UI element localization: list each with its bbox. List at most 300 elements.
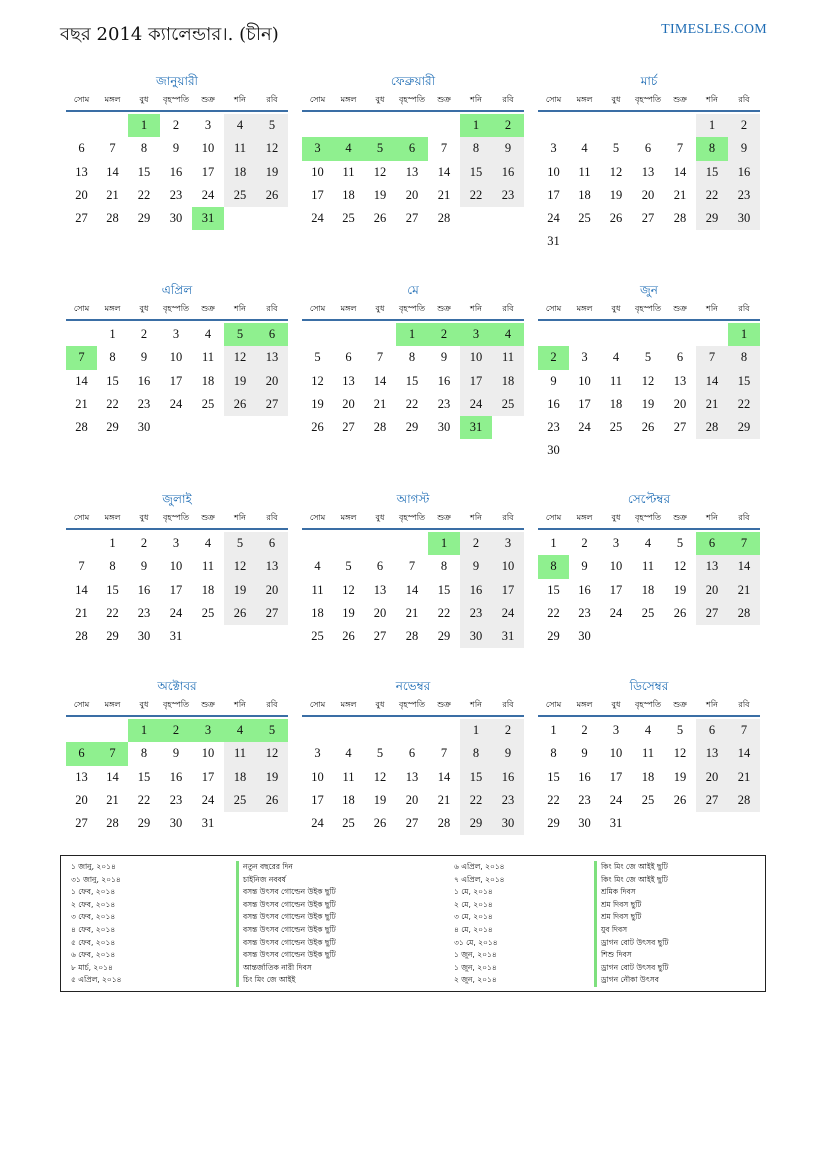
day-cell[interactable]: 11 [224,742,256,765]
day-cell[interactable]: 27 [373,629,387,644]
day-cell[interactable]: 1 [460,719,492,742]
day-cell[interactable]: 8 [408,350,416,365]
day-cell[interactable]: 24 [609,605,623,620]
day-cell[interactable]: 6 [644,141,652,156]
day-cell[interactable]: 15 [137,164,151,179]
day-cell[interactable]: 9 [172,141,180,156]
day-cell[interactable]: 27 [256,602,288,625]
day-cell[interactable]: 13 [342,373,355,388]
day-cell[interactable]: 14 [437,769,451,784]
day-cell[interactable]: 7 [440,141,448,156]
day-cell[interactable]: 31 [492,625,524,648]
day-cell[interactable]: 28 [106,816,119,831]
day-cell[interactable]: 22 [460,184,492,207]
day-cell[interactable]: 23 [728,184,760,207]
day-cell[interactable]: 12 [256,137,288,160]
day-cell[interactable]: 15 [696,161,728,184]
day-cell[interactable]: 16 [492,161,524,184]
day-cell[interactable]: 14 [437,164,451,179]
day-cell[interactable]: 7 [728,719,760,742]
day-cell[interactable]: 14 [728,555,760,578]
day-cell[interactable]: 29 [696,207,728,230]
day-cell[interactable]: 24 [311,211,324,226]
day-cell[interactable]: 31 [169,629,183,644]
day-cell[interactable]: 19 [224,579,256,602]
day-cell[interactable]: 26 [641,420,655,435]
day-cell[interactable]: 4 [492,323,524,346]
day-cell[interactable]: 28 [405,629,419,644]
day-cell[interactable]: 5 [612,141,620,156]
day-cell[interactable]: 18 [492,370,524,393]
day-cell[interactable]: 29 [137,816,151,831]
day-cell[interactable]: 27 [641,211,655,226]
day-cell[interactable]: 4 [224,114,256,137]
day-cell[interactable]: 6 [66,742,97,765]
day-cell[interactable]: 4 [581,141,588,156]
day-cell[interactable]: 19 [256,766,288,789]
day-cell[interactable]: 15 [137,769,151,784]
day-cell[interactable]: 2 [728,114,760,137]
day-cell[interactable]: 10 [201,746,215,761]
day-cell[interactable]: 6 [676,350,684,365]
day-cell[interactable]: 9 [581,746,588,761]
day-cell[interactable]: 24 [311,816,324,831]
day-cell[interactable]: 10 [609,559,623,574]
day-cell[interactable]: 11 [609,373,623,388]
day-cell[interactable]: 8 [696,137,728,160]
day-cell[interactable]: 6 [696,719,728,742]
day-cell[interactable]: 1 [428,532,460,555]
day-cell[interactable]: 10 [460,346,492,369]
day-cell[interactable]: 6 [345,350,352,365]
day-cell[interactable]: 21 [106,187,119,202]
day-cell[interactable]: 23 [137,396,151,411]
day-cell[interactable]: 24 [578,420,591,435]
day-cell[interactable]: 13 [696,555,728,578]
day-cell[interactable]: 23 [437,396,451,411]
day-cell[interactable]: 24 [201,792,215,807]
day-cell[interactable]: 19 [342,605,355,620]
day-cell[interactable]: 1 [128,719,160,742]
day-cell[interactable]: 13 [405,769,419,784]
day-cell[interactable]: 8 [440,559,448,574]
day-cell[interactable]: 22 [437,605,451,620]
day-cell[interactable]: 22 [460,789,492,812]
day-cell[interactable]: 11 [201,350,215,365]
day-cell[interactable]: 2 [538,346,569,369]
day-cell[interactable]: 11 [342,769,355,784]
day-cell[interactable]: 14 [106,769,119,784]
day-cell[interactable]: 19 [224,370,256,393]
day-cell[interactable]: 16 [547,396,560,411]
day-cell[interactable]: 20 [256,370,288,393]
day-cell[interactable]: 20 [75,187,88,202]
day-cell[interactable]: 2 [581,536,588,550]
day-cell[interactable]: 9 [492,137,524,160]
day-cell[interactable]: 19 [311,396,324,411]
day-cell[interactable]: 26 [342,629,355,644]
day-cell[interactable]: 16 [578,769,591,784]
day-cell[interactable]: 9 [460,555,492,578]
day-cell[interactable]: 10 [492,555,524,578]
day-cell[interactable]: 23 [492,184,524,207]
day-cell[interactable]: 10 [578,373,591,388]
day-cell[interactable]: 27 [342,420,355,435]
day-cell[interactable]: 26 [224,602,256,625]
day-cell[interactable]: 19 [256,161,288,184]
day-cell[interactable]: 17 [460,370,492,393]
day-cell[interactable]: 12 [373,164,387,179]
day-cell[interactable]: 27 [75,816,88,831]
day-cell[interactable]: 9 [440,350,448,365]
day-cell[interactable]: 11 [201,559,215,574]
day-cell[interactable]: 28 [75,420,88,435]
day-cell[interactable]: 20 [256,579,288,602]
day-cell[interactable]: 4 [314,559,321,574]
day-cell[interactable]: 25 [201,605,215,620]
day-cell[interactable]: 23 [169,792,183,807]
day-cell[interactable]: 19 [609,187,623,202]
day-cell[interactable]: 1 [550,536,557,550]
day-cell[interactable]: 31 [460,416,492,439]
day-cell[interactable]: 30 [492,812,524,835]
day-cell[interactable]: 26 [311,420,324,435]
day-cell[interactable]: 12 [373,769,387,784]
day-cell[interactable]: 7 [97,742,128,765]
day-cell[interactable]: 21 [373,396,387,411]
day-cell[interactable]: 1 [550,723,557,737]
day-cell[interactable]: 25 [578,211,591,226]
day-cell[interactable]: 29 [137,211,151,226]
day-cell[interactable]: 27 [673,420,687,435]
day-cell[interactable]: 16 [137,373,151,388]
day-cell[interactable]: 12 [256,742,288,765]
day-cell[interactable]: 18 [342,792,355,807]
day-cell[interactable]: 4 [345,746,352,761]
day-cell[interactable]: 13 [75,164,88,179]
day-cell[interactable]: 18 [578,187,591,202]
day-cell[interactable]: 29 [106,420,119,435]
day-cell[interactable]: 16 [460,579,492,602]
day-cell[interactable]: 25 [609,420,623,435]
day-cell[interactable]: 12 [673,746,687,761]
day-cell[interactable]: 21 [728,579,760,602]
day-cell[interactable]: 2 [428,323,460,346]
day-cell[interactable]: 3 [460,323,492,346]
day-cell[interactable]: 7 [696,346,728,369]
day-cell[interactable]: 19 [641,396,655,411]
day-cell[interactable]: 25 [641,605,655,620]
day-cell[interactable]: 13 [696,742,728,765]
day-cell[interactable]: 20 [696,579,728,602]
day-cell[interactable]: 22 [696,184,728,207]
day-cell[interactable]: 30 [460,625,492,648]
day-cell[interactable]: 15 [547,582,560,597]
day-cell[interactable]: 31 [609,816,623,831]
day-cell[interactable]: 20 [373,605,387,620]
day-cell[interactable]: 27 [696,789,728,812]
day-cell[interactable]: 29 [405,420,419,435]
day-cell[interactable]: 19 [673,582,687,597]
day-cell[interactable]: 11 [342,164,355,179]
day-cell[interactable]: 5 [676,536,684,550]
day-cell[interactable]: 6 [256,532,288,555]
day-cell[interactable]: 16 [169,769,183,784]
day-cell[interactable]: 15 [106,582,119,597]
day-cell[interactable]: 3 [302,137,333,160]
day-cell[interactable]: 17 [609,582,623,597]
day-cell[interactable]: 24 [609,792,623,807]
day-cell[interactable]: 5 [224,532,256,555]
day-cell[interactable]: 30 [578,816,591,831]
day-cell[interactable]: 10 [311,769,324,784]
day-cell[interactable]: 2 [492,719,524,742]
day-cell[interactable]: 1 [128,114,160,137]
day-cell[interactable]: 5 [256,114,288,137]
day-cell[interactable]: 13 [256,346,288,369]
day-cell[interactable]: 6 [408,746,416,761]
day-cell[interactable]: 12 [342,582,355,597]
day-cell[interactable]: 1 [109,536,116,550]
day-cell[interactable]: 17 [311,187,324,202]
day-cell[interactable]: 26 [673,605,687,620]
day-cell[interactable]: 2 [172,118,180,132]
day-cell[interactable]: 24 [492,602,524,625]
day-cell[interactable]: 14 [696,370,728,393]
day-cell[interactable]: 30 [728,207,760,230]
day-cell[interactable]: 12 [673,559,687,574]
day-cell[interactable]: 4 [204,327,212,341]
day-cell[interactable]: 15 [437,582,451,597]
day-cell[interactable]: 5 [676,723,684,737]
day-cell[interactable]: 27 [256,393,288,416]
day-cell[interactable]: 16 [169,164,183,179]
day-cell[interactable]: 13 [673,373,687,388]
day-cell[interactable]: 26 [224,393,256,416]
day-cell[interactable]: 5 [345,559,352,574]
day-cell[interactable]: 30 [437,420,451,435]
day-cell[interactable]: 1 [109,327,116,341]
day-cell[interactable]: 19 [373,792,387,807]
day-cell[interactable]: 28 [373,420,387,435]
day-cell[interactable]: 22 [137,792,151,807]
day-cell[interactable]: 2 [460,532,492,555]
day-cell[interactable]: 3 [192,719,224,742]
day-cell[interactable]: 19 [373,187,387,202]
day-cell[interactable]: 4 [333,137,364,160]
day-cell[interactable]: 2 [140,536,148,550]
day-cell[interactable]: 16 [492,766,524,789]
day-cell[interactable]: 22 [547,605,560,620]
day-cell[interactable]: 10 [169,559,183,574]
day-cell[interactable]: 9 [172,746,180,761]
day-cell[interactable]: 13 [405,164,419,179]
day-cell[interactable]: 7 [440,746,448,761]
day-cell[interactable]: 18 [201,373,215,388]
day-cell[interactable]: 23 [578,792,591,807]
day-cell[interactable]: 9 [492,742,524,765]
day-cell[interactable]: 20 [75,792,88,807]
day-cell[interactable]: 8 [109,559,116,574]
day-cell[interactable]: 3 [172,536,180,550]
day-cell[interactable]: 23 [492,789,524,812]
day-cell[interactable]: 14 [75,373,88,388]
day-cell[interactable]: 12 [224,555,256,578]
day-cell[interactable]: 25 [311,629,324,644]
day-cell[interactable]: 27 [696,602,728,625]
day-cell[interactable]: 4 [612,350,620,365]
day-cell[interactable]: 11 [641,559,655,574]
brand-link[interactable]: TIMESLES.COM [661,22,767,37]
day-cell[interactable]: 26 [256,184,288,207]
day-cell[interactable]: 14 [673,164,687,179]
day-cell[interactable]: 8 [728,346,760,369]
day-cell[interactable]: 3 [612,723,620,737]
day-cell[interactable]: 29 [547,816,560,831]
day-cell[interactable]: 2 [492,114,524,137]
day-cell[interactable]: 17 [201,769,215,784]
day-cell[interactable]: 11 [492,346,524,369]
day-cell[interactable]: 29 [547,629,560,644]
day-cell[interactable]: 29 [437,629,451,644]
day-cell[interactable]: 5 [256,719,288,742]
day-cell[interactable]: 24 [201,187,215,202]
day-cell[interactable]: 3 [550,141,557,156]
day-cell[interactable]: 13 [256,555,288,578]
day-cell[interactable]: 20 [641,187,655,202]
day-cell[interactable]: 26 [256,789,288,812]
day-cell[interactable]: 7 [376,350,384,365]
day-cell[interactable]: 1 [728,323,760,346]
day-cell[interactable]: 16 [728,161,760,184]
day-cell[interactable]: 25 [641,792,655,807]
day-cell[interactable]: 31 [547,234,560,249]
day-cell[interactable]: 8 [550,746,557,761]
day-cell[interactable]: 31 [201,816,215,831]
day-cell[interactable]: 24 [169,396,183,411]
day-cell[interactable]: 13 [641,164,655,179]
day-cell[interactable]: 9 [140,350,148,365]
day-cell[interactable]: 5 [644,350,652,365]
day-cell[interactable]: 30 [137,420,151,435]
day-cell[interactable]: 8 [538,555,569,578]
day-cell[interactable]: 30 [169,816,183,831]
day-cell[interactable]: 21 [75,605,88,620]
day-cell[interactable]: 3 [204,118,212,132]
day-cell[interactable]: 5 [314,350,321,365]
day-cell[interactable]: 8 [140,141,148,156]
day-cell[interactable]: 21 [75,396,88,411]
day-cell[interactable]: 23 [169,187,183,202]
day-cell[interactable]: 6 [376,559,384,574]
day-cell[interactable]: 10 [201,141,215,156]
day-cell[interactable]: 8 [460,137,492,160]
day-cell[interactable]: 18 [641,582,655,597]
day-cell[interactable]: 3 [492,532,524,555]
day-cell[interactable]: 10 [169,350,183,365]
day-cell[interactable]: 7 [78,559,85,574]
day-cell[interactable]: 20 [405,792,419,807]
day-cell[interactable]: 10 [609,746,623,761]
day-cell[interactable]: 22 [405,396,419,411]
day-cell[interactable]: 28 [673,211,687,226]
day-cell[interactable]: 11 [578,164,591,179]
day-cell[interactable]: 25 [342,211,355,226]
day-cell[interactable]: 9 [581,559,588,574]
day-cell[interactable]: 12 [641,373,655,388]
day-cell[interactable]: 20 [696,766,728,789]
day-cell[interactable]: 21 [437,187,451,202]
day-cell[interactable]: 21 [405,605,419,620]
day-cell[interactable]: 24 [547,211,560,226]
day-cell[interactable]: 28 [437,211,451,226]
day-cell[interactable]: 22 [547,792,560,807]
day-cell[interactable]: 4 [644,723,652,737]
day-cell[interactable]: 4 [644,536,652,550]
day-cell[interactable]: 7 [66,346,97,369]
day-cell[interactable]: 7 [728,532,760,555]
day-cell[interactable]: 17 [578,396,591,411]
day-cell[interactable]: 3 [172,327,180,341]
day-cell[interactable]: 14 [728,742,760,765]
day-cell[interactable]: 13 [373,582,387,597]
day-cell[interactable]: 1 [696,114,728,137]
day-cell[interactable]: 25 [224,184,256,207]
day-cell[interactable]: 26 [673,792,687,807]
day-cell[interactable]: 2 [160,719,192,742]
day-cell[interactable]: 23 [137,605,151,620]
day-cell[interactable]: 27 [75,211,88,226]
day-cell[interactable]: 1 [396,323,428,346]
day-cell[interactable]: 31 [192,207,224,230]
day-cell[interactable]: 3 [581,350,588,365]
day-cell[interactable]: 6 [396,137,428,160]
day-cell[interactable]: 9 [550,373,557,388]
day-cell[interactable]: 12 [224,346,256,369]
day-cell[interactable]: 11 [641,746,655,761]
day-cell[interactable]: 18 [201,582,215,597]
day-cell[interactable]: 18 [224,161,256,184]
day-cell[interactable]: 21 [106,792,119,807]
day-cell[interactable]: 29 [728,416,760,439]
day-cell[interactable]: 18 [224,766,256,789]
day-cell[interactable]: 10 [547,164,560,179]
day-cell[interactable]: 7 [408,559,416,574]
day-cell[interactable]: 2 [581,723,588,737]
day-cell[interactable]: 22 [728,393,760,416]
day-cell[interactable]: 16 [578,582,591,597]
day-cell[interactable]: 26 [373,211,387,226]
day-cell[interactable]: 28 [75,629,88,644]
day-cell[interactable]: 26 [373,816,387,831]
day-cell[interactable]: 12 [609,164,623,179]
day-cell[interactable]: 15 [106,373,119,388]
day-cell[interactable]: 28 [728,602,760,625]
day-cell[interactable]: 16 [437,373,451,388]
day-cell[interactable]: 20 [405,187,419,202]
day-cell[interactable]: 13 [75,769,88,784]
day-cell[interactable]: 10 [311,164,324,179]
day-cell[interactable]: 8 [460,742,492,765]
day-cell[interactable]: 27 [405,816,419,831]
day-cell[interactable]: 7 [676,141,684,156]
day-cell[interactable]: 9 [728,137,760,160]
day-cell[interactable]: 18 [609,396,623,411]
day-cell[interactable]: 17 [492,579,524,602]
day-cell[interactable]: 4 [204,536,212,550]
day-cell[interactable]: 25 [201,396,215,411]
day-cell[interactable]: 17 [311,792,324,807]
